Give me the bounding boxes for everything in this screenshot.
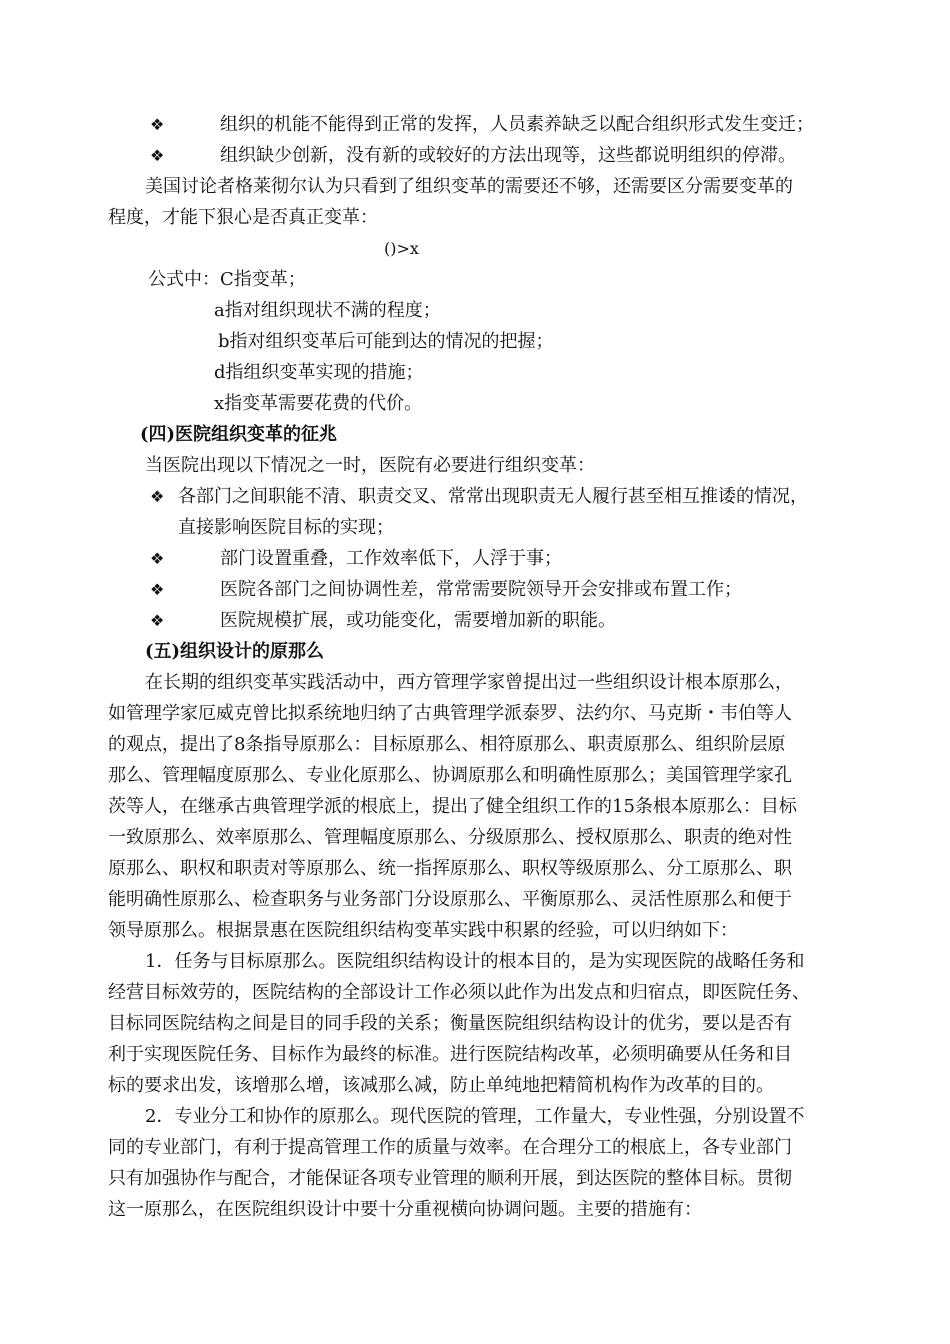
paragraph-line: 利于实现医院任务、目标作为最终的标准。进行医院结构改革，必须明确要从任务和目 [108, 1044, 792, 1065]
paragraph-line: 标的要求出发，该增那么增，该减那么减，防止单纯地把精简机构作为改革的目的。 [108, 1075, 774, 1096]
bullet-icon: ❖ [150, 580, 165, 599]
bullet-item: 医院规模扩展，或功能变化，需要增加新的职能。 [220, 610, 616, 631]
formula-definition: x指变革需要花费的代价。 [214, 393, 423, 414]
bullet-icon: ❖ [150, 115, 165, 134]
paragraph-line: 目标同医院结构之间是目的同手段的关系；衡量医院组织结构设计的优劣，要以是否有 [108, 1013, 792, 1034]
paragraph-line: 这一原那么，在医院组织设计中要十分重视横向协调问题。主要的措施有： [108, 1199, 702, 1220]
paragraph-line: 如管理学家厄威克曾比拟系统地归纳了古典管理学派泰罗、法约尔、马克斯・韦伯等人 [108, 703, 792, 724]
formula-intro: 公式中：C指变革； [148, 269, 306, 290]
paragraph-line: 能明确性原那么、检查职务与业务部门分设原那么、平衡原那么、灵活性原那么和便于 [108, 889, 792, 910]
formula-definition: a指对组织现状不满的程度； [214, 300, 441, 321]
paragraph-line: 经营目标效劳的，医院结构的全部设计工作必须以此作为出发点和归宿点，即医院任务、 [108, 982, 810, 1003]
paragraph-line: 1．任务与目标原那么。医院组织结构设计的根本目的，是为实现医院的战略任务和 [145, 951, 805, 972]
bullet-icon: ❖ [150, 487, 165, 506]
bullet-item: 各部门之间职能不清、职责交叉、常常出现职责无人履行甚至相互推诿的情况， [178, 486, 808, 507]
paragraph-line: 只有加强协作与配合，才能保证各项专业管理的顺利开展，到达医院的整体目标。贯彻 [108, 1168, 792, 1189]
bullet-item: 组织的机能不能得到正常的发挥，人员素养缺乏以配合组织形式发生变迁； [220, 114, 814, 135]
paragraph-line: 茨等人，在继承古典管理学派的根底上，提出了健全组织工作的15条根本原那么：目标 [108, 796, 797, 817]
bullet-icon: ❖ [150, 611, 165, 630]
paragraph-line: 2．专业分工和协作的原那么。现代医院的管理，工作量大，专业性强，分别设置不 [145, 1106, 805, 1127]
bullet-item: 医院各部门之间协调性差，常常需要院领导开会安排或布置工作； [220, 579, 742, 600]
paragraph-line: 在长期的组织变革实践活动中，西方管理学家曾提出过一些组织设计根本原那么， [145, 672, 793, 693]
paragraph-line: 当医院出现以下情况之一时，医院有必要进行组织变革： [145, 455, 595, 476]
bullet-icon: ❖ [150, 146, 165, 165]
bullet-item: 部门设置重叠，工作效率低下，人浮于事； [220, 548, 562, 569]
paragraph-line: 的观点，提出了8条指导原那么：目标原那么、相符原那么、职责原那么、组织阶层原 [108, 734, 786, 755]
paragraph-line: 一致原那么、效率原那么、管理幅度原那么、分级原那么、授权原那么、职责的绝对性 [108, 827, 792, 848]
formula: ()>x [384, 239, 419, 258]
paragraph-line: 同的专业部门，有利于提高管理工作的质量与效率。在合理分工的根底上，各专业部门 [108, 1137, 792, 1158]
bullet-icon: ❖ [150, 549, 165, 568]
formula-definition: b指对组织变革后可能到达的情况的把握； [218, 331, 554, 352]
paragraph-line: 原那么、职权和职责对等原那么、统一指挥原那么、职权等级原那么、分工原那么、职 [108, 858, 792, 879]
paragraph-line: 美国讨论者格莱彻尔认为只看到了组织变革的需要还不够，还需要区分需要变革的 [145, 176, 793, 197]
formula-definition: d指组织变革实现的措施； [214, 362, 424, 383]
bullet-item: 组织缺少创新，没有新的或较好的方法出现等，这些都说明组织的停滞。 [220, 145, 796, 166]
paragraph-line: 领导原那么。根据景惠在医院组织结构变革实践中积累的经验，可以归纳如下： [108, 920, 738, 941]
bullet-item-continued: 直接影响医院目标的实现； [178, 517, 394, 538]
section-heading: (五)组织设计的原那么 [145, 641, 325, 662]
section-heading: (四)医院组织变革的征兆 [140, 424, 338, 445]
paragraph-line: 那么、管理幅度原那么、专业化原那么、协调原那么和明确性原那么；美国管理学家孔 [108, 765, 792, 786]
paragraph-line: 程度，才能下狠心是否真正变革： [108, 207, 378, 228]
